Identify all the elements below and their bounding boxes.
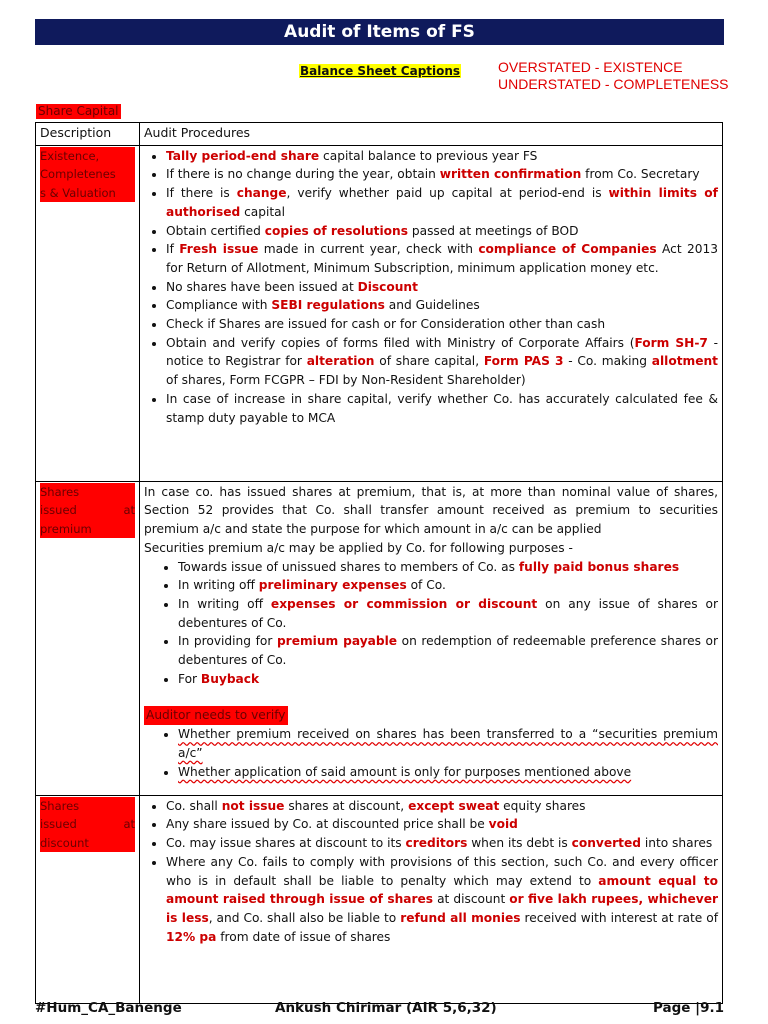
column-header-procedures: Audit Procedures bbox=[140, 123, 723, 146]
procedures-cell bbox=[140, 795, 723, 1003]
list-item: • In writing off preliminary expenses of Co. bbox=[178, 576, 718, 595]
description-tag: Completenes bbox=[40, 165, 135, 184]
description-tag: Shares bbox=[40, 483, 135, 502]
list-item: • If there is change, verify whether paid up capital at period-end is within limits of authorised capital bbox=[166, 184, 718, 221]
table-row bbox=[36, 481, 723, 795]
table-header-row bbox=[36, 123, 723, 146]
description-tag: issued at bbox=[40, 501, 135, 520]
footer-author: Ankush Chirimar (AIR 5,6,32) bbox=[275, 1000, 497, 1016]
list-item: • Co. shall not issue shares at discount, except sweat equity shares bbox=[166, 797, 718, 816]
description-tag: discount bbox=[40, 834, 135, 853]
list-item: • For Buyback bbox=[178, 670, 718, 689]
premium-intro-purposes: Securities premium a/c may be applied by Co. for following purposes - bbox=[144, 540, 573, 555]
list-item: • Compliance with SEBI regulations and Guidelines bbox=[166, 296, 718, 315]
list-item: • Whether application of said amount is only for purposes mentioned above bbox=[178, 763, 718, 782]
description-cell bbox=[36, 145, 140, 481]
legend-note bbox=[498, 59, 729, 93]
list-item: • Any share issued by Co. at discounted price shall be void bbox=[166, 815, 718, 834]
list-item: • In writing off expenses or commission or discount on any issue of shares or debentures of Co. bbox=[178, 595, 718, 632]
list-item: • Whether premium received on shares has been transferred to a “securities premium a/c” bbox=[178, 725, 718, 762]
description-cell bbox=[36, 795, 140, 1003]
balance-sheet-captions-link[interactable]: Balance Sheet Captions bbox=[300, 64, 461, 78]
purpose-list bbox=[144, 558, 718, 689]
list-item: • Co. may issue shares at discount to its creditors when its debt is converted into shares bbox=[166, 834, 718, 853]
procedures-cell bbox=[140, 481, 723, 795]
list-item: • Obtain certified copies of resolutions passed at meetings of BOD bbox=[166, 222, 718, 241]
column-header-description: Description bbox=[36, 123, 140, 146]
section-heading: Share Capital bbox=[38, 104, 119, 118]
description-tag: Shares bbox=[40, 797, 135, 816]
procedure-list bbox=[144, 147, 718, 428]
discount-list bbox=[144, 797, 718, 947]
list-item: • Check if Shares are issued for cash or for Consideration other than cash bbox=[166, 315, 718, 334]
verify-list bbox=[144, 725, 718, 781]
description-tag: Existence, bbox=[40, 147, 135, 166]
list-item: • If Fresh issue made in current year, check with compliance of Companies Act 2013 for Return of Allotment, Minimum Subscription, minimum application money etc. bbox=[166, 240, 718, 277]
description-tag: s & Valuation bbox=[40, 184, 135, 203]
list-item: • Tally period-end share capital balance to previous year FS bbox=[166, 147, 718, 166]
legend-overstated: OVERSTATED - EXISTENCE bbox=[498, 59, 683, 75]
description-tag: issued at bbox=[40, 815, 135, 834]
list-item: • If there is no change during the year, obtain written confirmation from Co. Secretary bbox=[166, 165, 718, 184]
list-item: • Obtain and verify copies of forms filed with Ministry of Corporate Affairs (Form SH-7 - notice to Registrar for alteration of share capital, Form PAS 3 - Co. making allotment of shares, Form FCGPR – FDI by Non-Resident Shareholder) bbox=[166, 334, 718, 390]
footer-page-number: Page |9.1 bbox=[652, 1000, 724, 1016]
list-item: • In providing for premium payable on redemption of redeemable preference shares or debentures of Co. bbox=[178, 632, 718, 669]
table-row bbox=[36, 795, 723, 1003]
premium-intro: In case co. has issued shares at premium, that is, at more than nominal value of shares, Section 52 provides that Co. shall transfer amount received as premium to securities premium a/c and state the purpose for which amount in a/c can be applied bbox=[144, 484, 718, 537]
procedures-cell bbox=[140, 145, 723, 481]
auditor-verify-label: Auditor needs to verify bbox=[144, 706, 288, 725]
legend-understated: UNDERSTATED - COMPLETENESS bbox=[498, 76, 729, 92]
list-item: • No shares have been issued at Discount bbox=[166, 278, 718, 297]
table-row bbox=[36, 145, 723, 481]
list-item: • In case of increase in share capital, verify whether Co. has accurately calculated fee & stamp duty payable to MCA bbox=[166, 390, 718, 427]
list-item: • Towards issue of unissued shares to members of Co. as fully paid bonus shares bbox=[178, 558, 718, 577]
page-title: Audit of Items of FS bbox=[35, 19, 724, 45]
audit-table bbox=[35, 122, 723, 1004]
description-tag: premium bbox=[40, 520, 135, 539]
list-item: • Where any Co. fails to comply with provisions of this section, such Co. and every officer who is in default shall be liable to penalty which may extend to amount equal to amount raised through issue of shares at discount or five lakh rupees, whichever is less, and Co. shall also be liable to refund all monies received with interest at rate of 12% pa from date of issue of shares bbox=[166, 853, 718, 947]
description-cell bbox=[36, 481, 140, 795]
footer-hashtag: #Hum_CA_Banenge bbox=[35, 1000, 182, 1016]
